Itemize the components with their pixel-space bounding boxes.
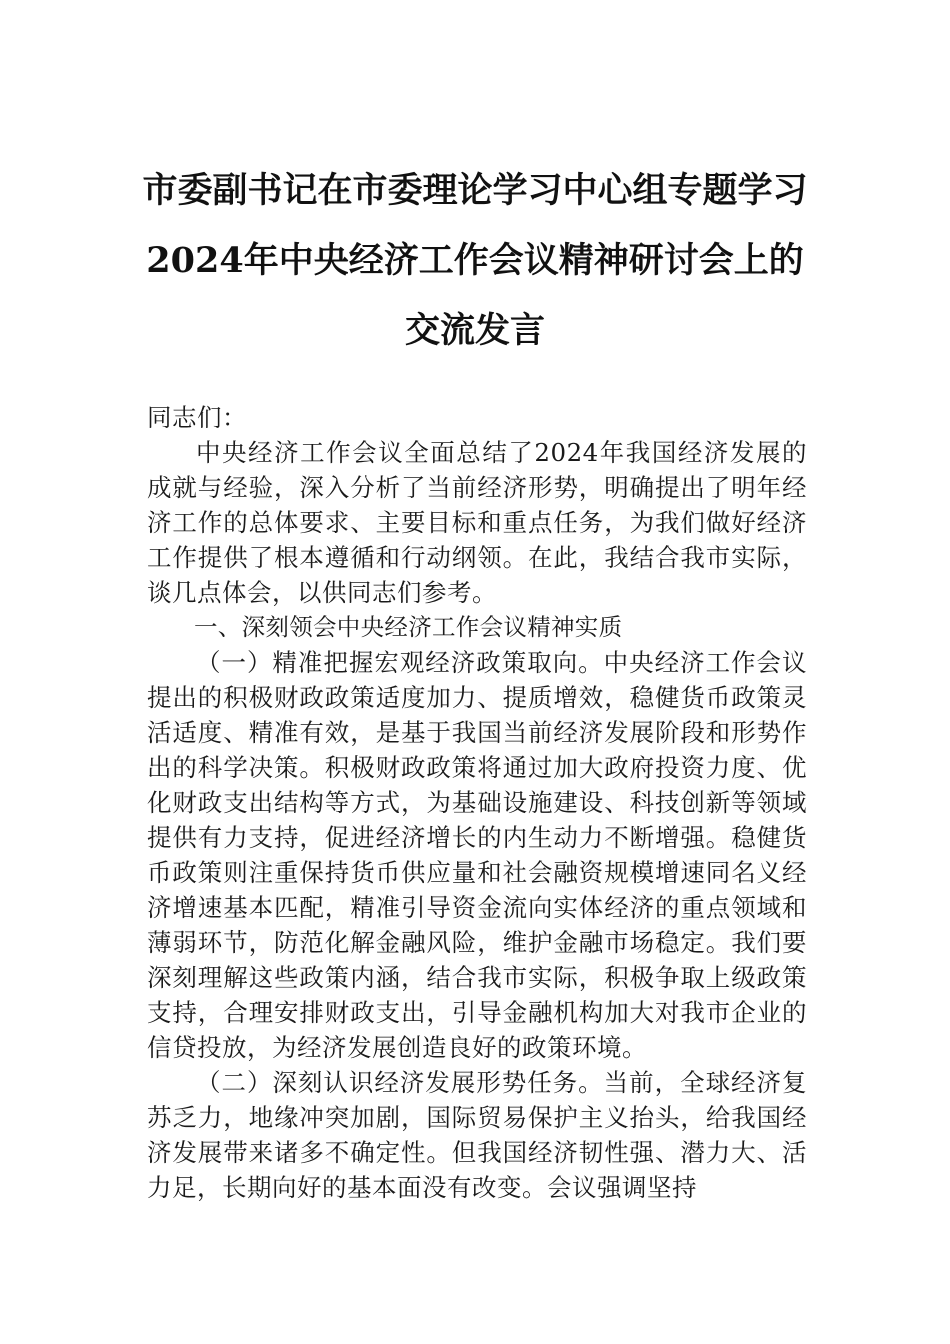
point-2-lead: （二）深刻认识经济发展形势任务。 [196,1068,604,1097]
point-1-text: 中央经济工作会议提出的积极财政政策适度加力、提质增效，稳健货币政策灵活适度、精准有效，是基于我国当前经济发展阶段和形势作出的科学决策。积极财政政策将通过加大政府投资力度、优化财政支出结构等方式，为基础设施建设、科技创新等领域提供有力支持，促进经济增长的内生动力不断增强。稳健货币政策则注重保持货币供应量和社会融资规模增速同名义经济增速基本匹配，精准引导资金流向实体经济的重点领域和薄弱环节，防范化解金融风险，维护金融市场稳定。我们要深刻理解这些政策内涵，结合我市实际，积极争取上级政策支持，合理安排财政支出，引导金融机构加大对我市企业的信贷投放，为经济发展创造良好的政策环境。 [147,648,808,1062]
paragraph-point-1 [147,645,807,1065]
salutation: 同志们： [147,403,247,432]
document-title: 市委副书记在市委理论学习中心组专题学习2024年中央经济工作会议精神研讨会上的交流发言 [142,170,808,351]
point-2-text: 当前，全球经济复苏乏力，地缘冲突加剧，国际贸易保护主义抬头，给我国经济发展带来诸多不确定性。但我国经济韧性强、潜力大、活力足，长期向好的基本面没有改变。会议强调坚持 [147,1068,808,1202]
intro-paragraph: 中央经济工作会议全面总结了2024年我国经济发展的成就与经验，深入分析了当前经济形势，明确提出了明年经济工作的总体要求、主要目标和重点任务，为我们做好经济工作提供了根本遵循和行动纲领。在此，我结合我市实际，谈几点体会，以供同志们参考。 [147,438,807,607]
section-heading-1: 一、深刻领会中央经济工作会议精神实质 [194,613,623,641]
paragraph-point-2 [147,1065,807,1205]
document-body [147,400,807,1205]
point-1-lead: （一）精准把握宏观经济政策取向。 [196,648,604,677]
